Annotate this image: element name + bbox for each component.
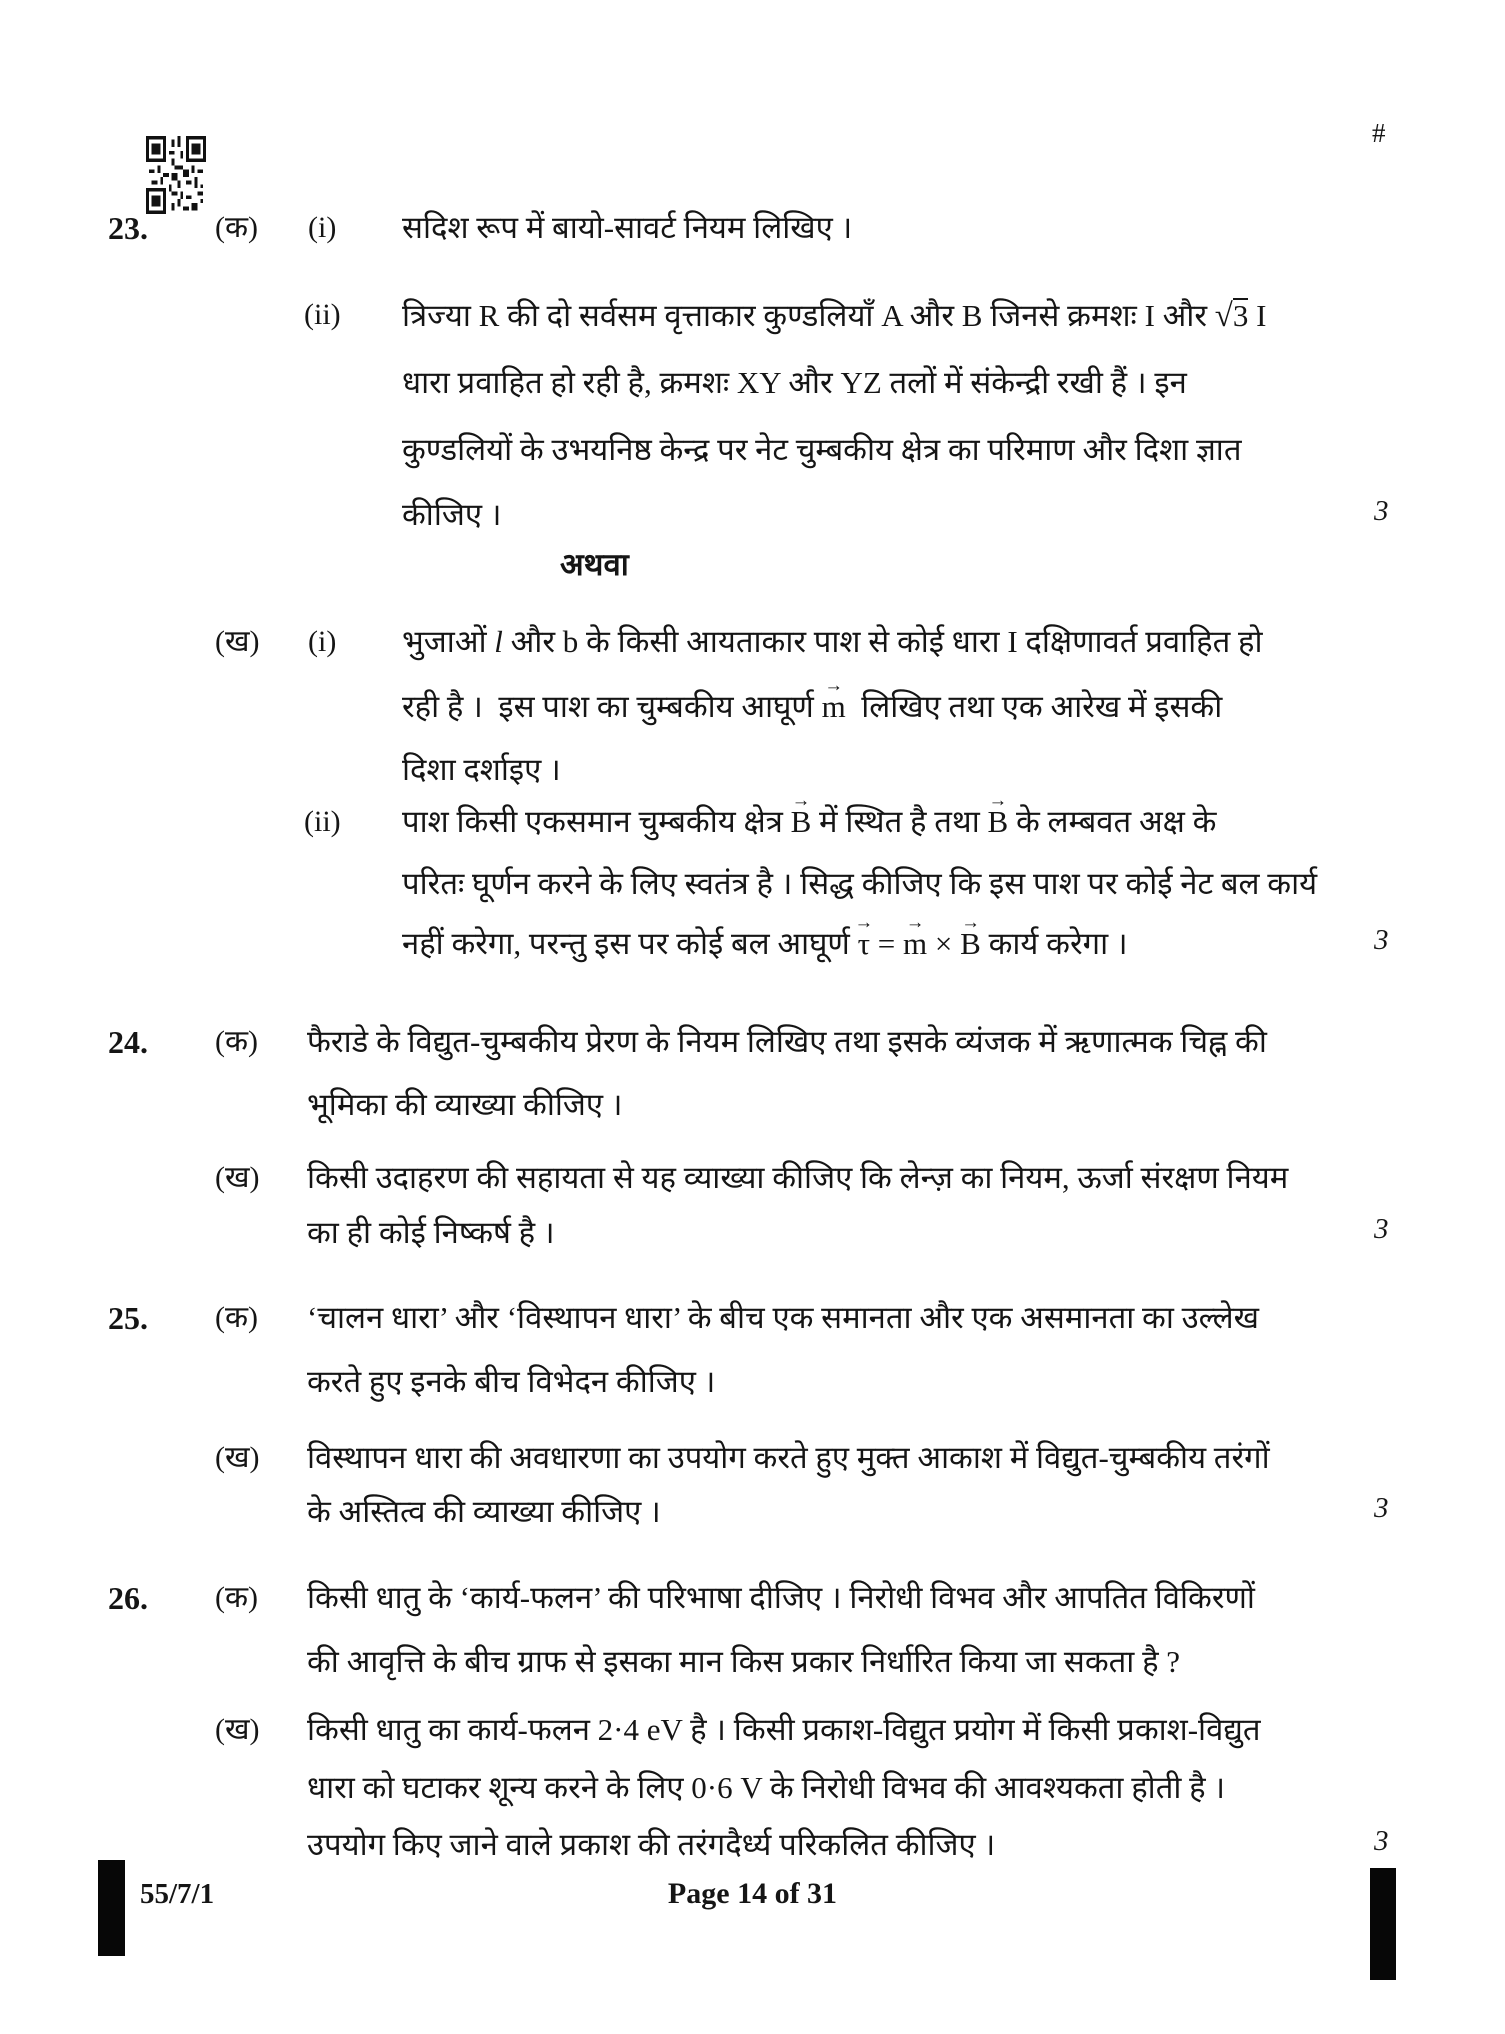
q25a-line1: ‘चालन धारा’ और ‘विस्थापन धारा’ के बीच एक समानता और एक असमानता का उल्लेख [307,1300,1259,1335]
q24a-line2: भूमिका की व्याख्या कीजिए । [307,1087,623,1122]
q26-part-b-label: (ख) [215,1713,260,1746]
vector-B-symbol: → B [988,806,1009,837]
q24-marks: 3 [1374,1213,1389,1245]
q23a-ii-line1 [402,295,1266,338]
cross-product-sign: × [927,926,961,961]
q23b-i-line2-pre: रही है । इस पाश का चुम्बकीय आघूर्ण [402,689,822,724]
q26-number: 26. [108,1580,148,1616]
q23b-ii-line1-post: के लम्बवत अक्ष के [1008,804,1217,839]
q24-part-a-label: (क) [215,1025,259,1058]
sqrt-radicand: 3 [1232,298,1249,333]
vector-B-symbol: → B [960,928,981,959]
q25-marks: 3 [1374,1492,1389,1524]
qr-code [146,136,206,214]
q26b-line3: उपयोग किए जाने वाले प्रकाश की तरंगदैर्ध्य परिकलित कीजिए । [307,1827,996,1862]
length-variable: l [494,624,503,659]
q24-part-b-label: (ख) [215,1161,260,1194]
q23a-marks: 3 [1374,495,1389,527]
q23b-ii-line3 [402,924,1128,964]
q23b-i-label: (i) [308,625,337,658]
q23a-ii-line2: धारा प्रवाहित हो रही है, क्रमशः XY और YZ तलों में संकेन्द्री रखी हैं । इन [402,365,1187,400]
page-hash-mark: # [1372,118,1386,148]
or-separator: अथवा [560,547,629,582]
paper-code: 55/7/1 [140,1878,215,1910]
q23b-i-line3: दिशा दर्शाइए । [402,752,561,787]
q23-number: 23. [108,210,148,246]
q23a-i-label: (i) [308,211,337,244]
q23b-i-line2-post: लिखिए तथा एक आरेख में इसकी [845,689,1223,724]
q23b-i-line1 [402,622,1263,662]
sqrt-sign: √ [1214,298,1233,334]
q25-part-b-label: (ख) [215,1441,260,1474]
q23a-ii-line4: कीजिए । [402,497,502,532]
q23a-i-text: सदिश रूप में बायो-सावर्ट नियम लिखिए । [402,210,853,245]
vector-m-symbol: → m [822,691,846,722]
q26-part-a-label: (क) [215,1581,259,1614]
page-number-label: Page 14 of 31 [667,1877,838,1910]
q23b-ii-line1-mid: में स्थित है तथा [811,804,988,839]
equals-sign: = [870,926,904,961]
q23-part-a-label: (क) [215,211,259,244]
q23b-ii-line1 [402,802,1216,842]
q23a-ii-label: (ii) [304,298,341,331]
q26a-line1: किसी धातु के ‘कार्य-फलन’ की परिभाषा दीजिए । निरोधी विभव और आपतित विकिरणों [307,1580,1255,1615]
q23b-ii-line2: परितः घूर्णन करने के लिए स्वतंत्र है । सिद्ध कीजिए कि इस पाश पर कोई नेट बल कार्य [402,866,1318,901]
q23a-ii-line1-post: I [1248,298,1267,333]
q23b-ii-line3-pre: नहीं करेगा, परन्तु इस पर कोई बल आघूर्ण [402,926,858,961]
q23b-i-line1-pre: भुजाओं [402,624,495,659]
q25-part-a-label: (क) [215,1301,259,1334]
q26b-line1: किसी धातु का कार्य-फलन 2·4 eV है । किसी प्रकाश-विद्युत प्रयोग में किसी प्रकाश-विद्युत [307,1712,1261,1747]
q24a-line1: फैराडे के विद्युत-चुम्बकीय प्रेरण के नियम लिखिए तथा इसके व्यंजक में ऋणात्मक चिह्न की [307,1024,1267,1059]
q23b-i-line1-post: और b के किसी आयताकार पाश से कोई धारा I दक्षिणावर्त प्रवाहित हो [502,624,1263,659]
vector-tau-symbol: → τ [858,928,870,959]
q26a-line2: की आवृत्ति के बीच ग्राफ से इसका मान किस प्रकार निर्धारित किया जा सकता है ? [307,1644,1181,1679]
q23b-ii-line1-pre: पाश किसी एकसमान चुम्बकीय क्षेत्र [402,804,791,839]
q25b-line2: के अस्तित्व की व्याख्या कीजिए । [307,1494,661,1529]
q23a-ii-line3: कुण्डलियों के उभयनिष्ठ केन्द्र पर नेट चुम्बकीय क्षेत्र का परिमाण और दिशा ज्ञात [402,432,1242,467]
vector-m-symbol: → m [903,928,927,959]
q26b-line2: धारा को घटाकर शून्य करने के लिए 0·6 V के निरोधी विभव की आवश्यकता होती है । [307,1770,1226,1805]
q23b-ii-line3-post: कार्य करेगा । [980,926,1128,961]
q23b-i-line2 [402,687,1222,727]
q24b-line1: किसी उदाहरण की सहायता से यह व्याख्या कीजिए कि लेन्ज़ का नियम, ऊर्जा संरक्षण नियम [307,1160,1289,1195]
q23b-marks: 3 [1374,924,1389,956]
q25a-line2: करते हुए इनके बीच विभेदन कीजिए । [307,1364,716,1399]
q25b-line1: विस्थापन धारा की अवधारणा का उपयोग करते हुए मुक्त आकाश में विद्युत-चुम्बकीय तरंगों [307,1440,1270,1475]
q24-number: 24. [108,1024,148,1060]
q24b-line2: का ही कोई निष्कर्ष है । [307,1215,555,1250]
q26-marks: 3 [1374,1825,1389,1857]
q23b-ii-label: (ii) [304,805,341,838]
q23-part-b-label: (ख) [215,625,260,658]
vector-B-symbol: → B [791,806,812,837]
q23a-ii-line1-pre: त्रिज्या R की दो सर्वसम वृत्ताकार कुण्डलियाँ A और B जिनसे क्रमशः I और [402,298,1215,333]
q25-number: 25. [108,1300,148,1336]
